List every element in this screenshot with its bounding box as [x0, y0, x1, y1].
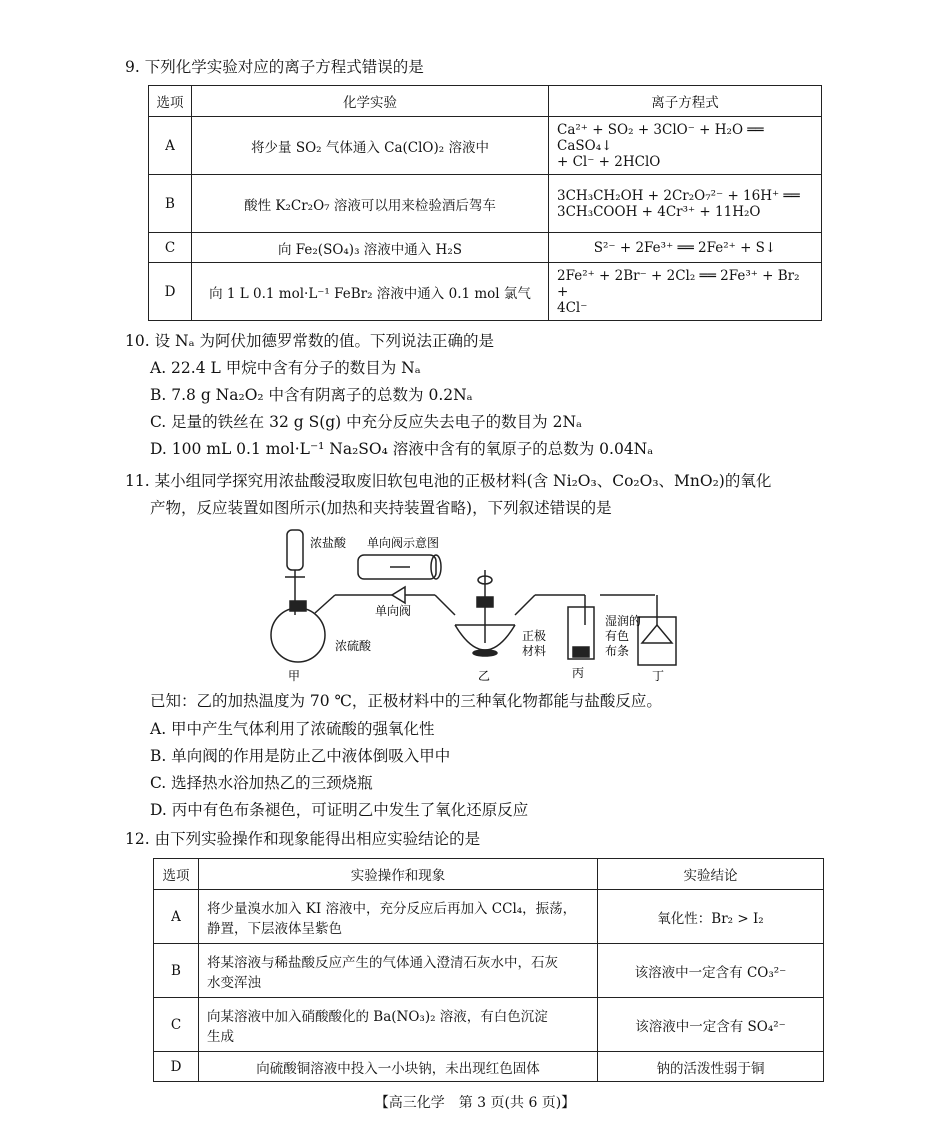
q9-header-option: 选项 — [149, 86, 192, 117]
experiment-cell: 将少量 SO₂ 气体通入 Ca(ClO)₂ 溶液中 — [192, 117, 549, 175]
equation-cell — [549, 175, 822, 233]
label-cloth-1: 湿润的 — [605, 614, 642, 628]
conclusion-cell: 该溶液中一定含有 SO₄²⁻ — [598, 998, 824, 1052]
q11-option-c: C. 选择热水浴加热乙的三颈烧瓶 — [150, 774, 373, 792]
label-cathode-1: 正极 — [522, 629, 547, 643]
equation-cell — [549, 263, 822, 321]
q11-option-a: A. 甲中产生气体利用了浓硫酸的强氧化性 — [150, 720, 435, 738]
option-cell: B — [154, 944, 199, 998]
q10-option-b: B. 7.8 g Na₂O₂ 中含有阴离子的总数为 0.2Nₐ — [150, 386, 473, 404]
label-h2so4: 浓硫酸 — [335, 639, 372, 653]
page-footer: 【高三化学 第 3 页(共 6 页)】 — [374, 1095, 576, 1111]
equation-line: 4Cl⁻ — [557, 299, 588, 316]
option-cell: D — [154, 1052, 199, 1082]
option-cell: A — [149, 117, 192, 175]
option-cell: B — [149, 175, 192, 233]
operation-line: 静置，下层液体呈紫色 — [207, 920, 342, 937]
experiment-cell: 向 Fe₂(SO₄)₃ 溶液中通入 H₂S — [192, 233, 549, 263]
conclusion-cell: 钠的活泼性弱于铜 — [598, 1052, 824, 1082]
table-row — [154, 944, 824, 998]
q11-known: 已知：乙的加热温度为 70 ℃，正极材料中的三种氧化物都能与盐酸反应。 — [150, 692, 662, 710]
experiment-cell: 酸性 K₂Cr₂O₇ 溶液可以用来检验酒后驾车 — [192, 175, 549, 233]
table-row — [154, 998, 824, 1052]
table-row — [149, 117, 822, 175]
q9-table — [148, 85, 822, 321]
conclusion-cell: 该溶液中一定含有 CO₃²⁻ — [598, 944, 824, 998]
label-yi: 乙 — [478, 669, 491, 683]
q11-option-b: B. 单向阀的作用是防止乙中液体倒吸入甲中 — [150, 747, 451, 765]
q12-header-conclusion: 实验结论 — [598, 859, 824, 890]
q12-header-option: 选项 — [154, 859, 199, 890]
operation-cell — [199, 944, 598, 998]
option-cell: C — [154, 998, 199, 1052]
dropping-funnel — [287, 530, 303, 570]
table-row — [149, 263, 822, 321]
label-valve: 单向阀 — [375, 604, 412, 618]
q12-table — [153, 858, 824, 1082]
flask-jia — [271, 608, 325, 662]
q10-option-d: D. 100 mL 0.1 mol·L⁻¹ Na₂SO₄ 溶液中含有的氧原子的总数为 0.04Nₐ — [150, 440, 654, 458]
q9-header-experiment: 化学实验 — [192, 86, 549, 117]
equation-cell — [549, 117, 822, 175]
q12-header-operation: 实验操作和现象 — [199, 859, 598, 890]
q12-stem: 12. 由下列实验操作和现象能得出相应实验结论的是 — [125, 830, 481, 848]
table-row — [149, 175, 822, 233]
operation-line: 向某溶液中加入硝酸酸化的 Ba(NO₃)₂ 溶液，有白色沉淀 — [207, 1008, 548, 1025]
equation-cell — [549, 233, 822, 263]
label-bing: 丙 — [572, 666, 585, 680]
q10-option-c: C. 足量的铁丝在 32 g S(g) 中充分反应失去电子的数目为 2Nₐ — [150, 413, 582, 431]
label-valve-title: 单向阀示意图 — [367, 536, 440, 550]
label-cathode-2: 材料 — [522, 644, 547, 658]
operation-line: 生成 — [207, 1028, 234, 1045]
experiment-cell: 向 1 L 0.1 mol·L⁻¹ FeBr₂ 溶液中通入 0.1 mol 氯气 — [192, 263, 549, 321]
operation-cell — [199, 890, 598, 944]
one-way-valve — [392, 587, 405, 603]
label-cloth-2: 有色 — [605, 629, 630, 643]
operation-cell — [199, 1052, 598, 1082]
label-ding: 丁 — [652, 669, 665, 683]
equation-line: + Cl⁻ + 2HClO — [557, 153, 661, 170]
q11-option-d: D. 丙中有色布条褪色，可证明乙中发生了氧化还原反应 — [150, 801, 529, 819]
operation-line: 将某溶液与稀盐酸反应产生的气体通入澄清石灰水中，石灰 — [207, 954, 558, 971]
equation-line: 3CH₃CH₂OH + 2Cr₂O₇²⁻ + 16H⁺ ══ — [557, 187, 800, 204]
operation-line: 水变浑浊 — [207, 974, 261, 991]
operation-line: 将少量溴水加入 KI 溶液中，充分反应后再加入 CCl₄，振荡， — [207, 900, 577, 917]
q10-option-a: A. 22.4 L 甲烷中含有分子的数目为 Nₐ — [150, 359, 421, 377]
equation-line: 3CH₃COOH + 4Cr³⁺ + 11H₂O — [557, 203, 761, 220]
q10-stem: 10. 设 Nₐ 为阿伏加德罗常数的值。下列说法正确的是 — [125, 332, 494, 350]
equation-line: 2Fe²⁺ + 2Br⁻ + 2Cl₂ ══ 2Fe³⁺ + Br₂ + — [557, 267, 800, 300]
label-jia: 甲 — [288, 669, 301, 683]
label-hcl: 浓盐酸 — [310, 536, 347, 550]
apparatus-diagram — [260, 525, 720, 685]
option-cell: C — [149, 233, 192, 263]
conclusion-cell: 氧化性：Br₂ > I₂ — [598, 890, 824, 944]
table-row — [149, 233, 822, 263]
table-row — [154, 890, 824, 944]
operation-cell — [199, 998, 598, 1052]
label-cloth-3: 布条 — [605, 644, 630, 658]
q9-header-equation: 离子方程式 — [549, 86, 822, 117]
q11-stem-line2: 产物，反应装置如图所示(加热和夹持装置省略)，下列叙述错误的是 — [150, 499, 612, 517]
equation-line: Ca²⁺ + SO₂ + 3ClO⁻ + H₂O ══ CaSO₄↓ — [557, 121, 764, 154]
table-row — [154, 1052, 824, 1082]
operation-line: 向硫酸铜溶液中投入一小块钠，未出现红色固体 — [256, 1060, 540, 1077]
q9-stem: 9. 下列化学实验对应的离子方程式错误的是 — [125, 58, 424, 76]
option-cell: A — [154, 890, 199, 944]
equation-line: S²⁻ + 2Fe³⁺ ══ 2Fe²⁺ + S↓ — [593, 239, 777, 256]
q11-stem-line1: 11. 某小组同学探究用浓盐酸浸取废旧软包电池的正极材料(含 Ni₂O₃、Co₂O₃、MnO₂)的氧化 — [125, 472, 772, 490]
option-cell: D — [149, 263, 192, 321]
